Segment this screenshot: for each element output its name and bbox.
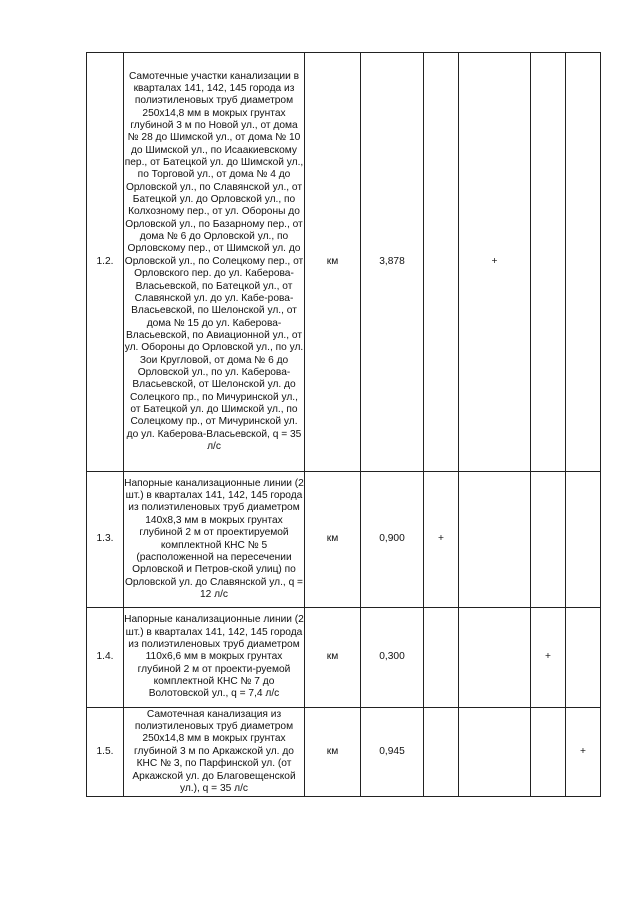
table-row [87,708,601,797]
item-unit: км [305,608,361,708]
stage-mark-4 [566,53,601,472]
item-number: 1.4. [87,608,124,708]
stage-mark-1 [424,53,459,472]
item-unit: км [305,472,361,608]
item-description: Напорные канализационные линии (2 шт.) в кварталах 141, 142, 145 города из полиэтиленовых труб диаметром 140х8,3 мм в мокрых грунтах глубиной 2 м от проектируемой комплектной КНС № 5 (расположенной на пересечении Орловской и Петров-ской улиц) по Орловской ул. до Славянской ул., q = 12 л/с [124,472,305,608]
stage-mark-1 [424,608,459,708]
stage-mark-2 [459,472,531,608]
table-row [87,608,601,708]
table-row [87,53,601,472]
item-description: Напорные канализационные линии (2 шт.) в кварталах 141, 142, 145 города из полиэтиленовых труб диаметром 110х6,6 мм в мокрых грунтах глубиной 2 м от проекти-руемой комплектной КНС № 7 до Волотовской ул., q = 7,4 л/с [124,608,305,708]
stage-mark-4: + [566,708,601,797]
stage-mark-4 [566,472,601,608]
stage-mark-1: + [424,472,459,608]
stage-mark-3: + [531,608,566,708]
item-quantity: 0,945 [361,708,424,797]
item-description: Самотечная канализация из полиэтиленовых труб диаметром 250х14,8 мм в мокрых грунтах глубиной 3 м по Аркажской ул. до КНС № 3, по Парфинской ул. (от Аркажской ул. до Благовещенской ул.), q = 35 л/с [124,708,305,797]
stage-mark-2 [459,708,531,797]
stage-mark-1 [424,708,459,797]
item-description: Самотечные участки канализации в кварталах 141, 142, 145 города из полиэтиленовых труб диаметром 250х14,8 мм в мокрых грунтах глубиной 3 м по Новой ул., от дома № 28 до Шимской ул., от дома № 10 до Шимской ул., по Исаакиевскому пер., от Батецкой ул. до Шимской ул., по Торговой ул., от дома № 4 до Орловской ул., по Славянской ул., от Батецкой ул. до Орловской ул., по Колхозному пер., от ул. Обороны до Орловской ул., по Базарному пер., от дома № 6 до Орловской ул., по Орловскому пер., от Шимской ул. до Орловской ул., по Солецкому пер., от Орловского пер. до ул. Каберова-Власьевской, по Батецкой ул., от Славянской ул. до ул. Кабе-рова-Власьевской, по Шелонской ул., от дома № 15 до ул. Каберова-Власьевской, по Авиационной ул., от ул. Обороны до Орловской ул., по ул. Зои Кругловой, от дома № 6 до Орловской ул., по ул. Каберова-Власьевской, от Шелонской ул. до Солецкого пр., по Мичуринской ул., от Батецкой ул. до Шимской ул., по Солецкому пр., от Мичуринской ул. до ул. Каберова-Власьевской, q = 35 л/с [124,53,305,472]
item-quantity: 0,300 [361,608,424,708]
infrastructure-table [86,52,601,797]
item-number: 1.5. [87,708,124,797]
table-row [87,472,601,608]
item-number: 1.3. [87,472,124,608]
item-unit: км [305,53,361,472]
stage-mark-3 [531,53,566,472]
stage-mark-4 [566,608,601,708]
stage-mark-3 [531,472,566,608]
stage-mark-2: + [459,53,531,472]
item-quantity: 0,900 [361,472,424,608]
item-quantity: 3,878 [361,53,424,472]
item-number: 1.2. [87,53,124,472]
item-unit: км [305,708,361,797]
stage-mark-3 [531,708,566,797]
stage-mark-2 [459,608,531,708]
